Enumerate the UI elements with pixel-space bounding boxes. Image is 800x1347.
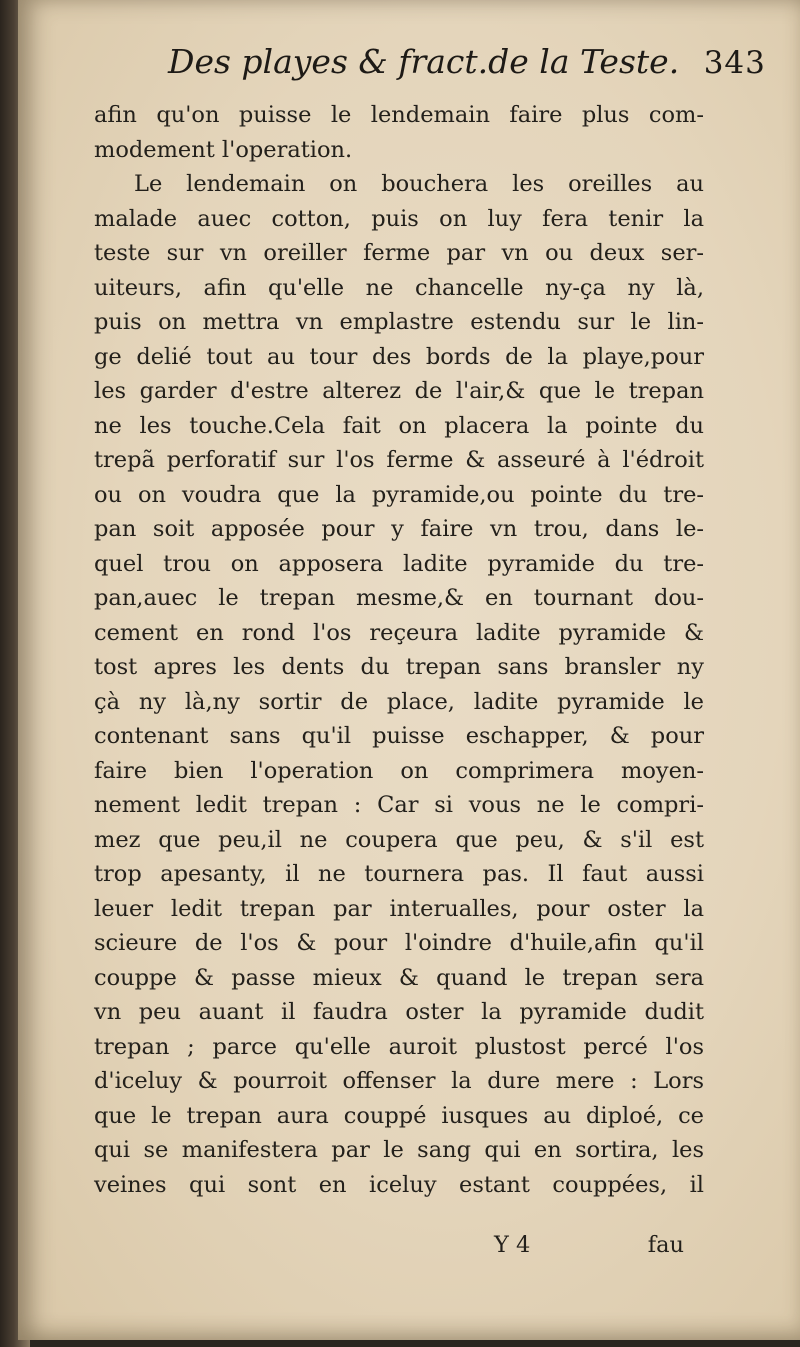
text-line: cement en rond l'os reçeura ladite pyramide & xyxy=(94,619,704,646)
body-text xyxy=(94,98,704,1202)
text-line: leuer ledit trepan par interualles, pour oster la xyxy=(94,895,704,922)
text-line: vn peu auant il faudra oster la pyramide dudit xyxy=(94,999,704,1025)
text-line: ou on voudra que la pyramide,ou pointe du tre- xyxy=(94,481,704,508)
text-line: Le lendemain on bouchera les oreilles au xyxy=(134,171,704,197)
text-line: couppe & passe mieux & quand le trepan sera xyxy=(94,964,704,991)
page-footer xyxy=(94,1232,684,1266)
text-line: tost apres les dents du trepan sans bransler ny xyxy=(94,654,704,680)
text-line: trop apesanty, il ne tournera pas. Il faut aussi xyxy=(94,861,704,887)
signature-mark: Y 4 xyxy=(494,1232,531,1258)
text-line: qui se manifestera par le sang qui en sortira, les xyxy=(94,1137,704,1163)
text-line: veines qui sont en iceluy estant couppées, il xyxy=(94,1171,704,1198)
text-line: les garder d'estre alterez de l'air,& que le trepan xyxy=(94,378,704,404)
text-line: ge delié tout au tour des bords de la playe,pour xyxy=(94,343,704,370)
text-line: çà ny là,ny sortir de place, ladite pyramide le xyxy=(94,688,704,715)
book-page xyxy=(18,0,800,1340)
text-line: malade auec cotton, puis on luy fera tenir la xyxy=(94,205,704,232)
text-line: ne les touche.Cela fait on placera la pointe du xyxy=(94,412,704,439)
page-header xyxy=(168,42,766,98)
text-line: scieure de l'os & pour l'oindre d'huile,afin qu'il xyxy=(94,930,704,956)
text-line: contenant sans qu'il puisse eschapper, & pour xyxy=(94,723,704,749)
text-line: trepan ; parce qu'elle auroit plustost percé l'os xyxy=(94,1033,704,1060)
running-title: Des playes & fract.de la Teste. xyxy=(168,42,680,81)
text-line: faire bien l'operation on comprimera moyen- xyxy=(94,757,704,784)
text-line: modement l'operation. xyxy=(94,136,353,163)
text-line: nement ledit trepan : Car si vous ne le compri- xyxy=(94,792,704,818)
text-line: trepã perforatif sur l'os ferme & asseuré à l'édroit xyxy=(94,447,704,473)
text-line: uiteurs, afin qu'elle ne chancelle ny-ça ny là, xyxy=(94,274,704,301)
text-line: d'iceluy & pourroit offenser la dure mere : Lors xyxy=(94,1068,704,1094)
text-line: que le trepan aura couppé iusques au diploé, ce xyxy=(94,1102,704,1129)
text-line: puis on mettra vn emplastre estendu sur le lin- xyxy=(94,309,704,335)
text-line: mez que peu,il ne coupera que peu, & s'il est xyxy=(94,826,704,853)
text-line: pan,auec le trepan mesme,& en tournant dou- xyxy=(94,585,704,611)
text-line: afin qu'on puisse le lendemain faire plus com- xyxy=(94,102,704,128)
text-line: quel trou on apposera ladite pyramide du tre- xyxy=(94,550,704,577)
text-line: pan soit apposée pour y faire vn trou, dans le- xyxy=(94,516,704,542)
text-line: teste sur vn oreiller ferme par vn ou deux ser- xyxy=(94,240,704,266)
page-number: 343 xyxy=(703,45,766,81)
catchword: fau xyxy=(647,1232,684,1258)
